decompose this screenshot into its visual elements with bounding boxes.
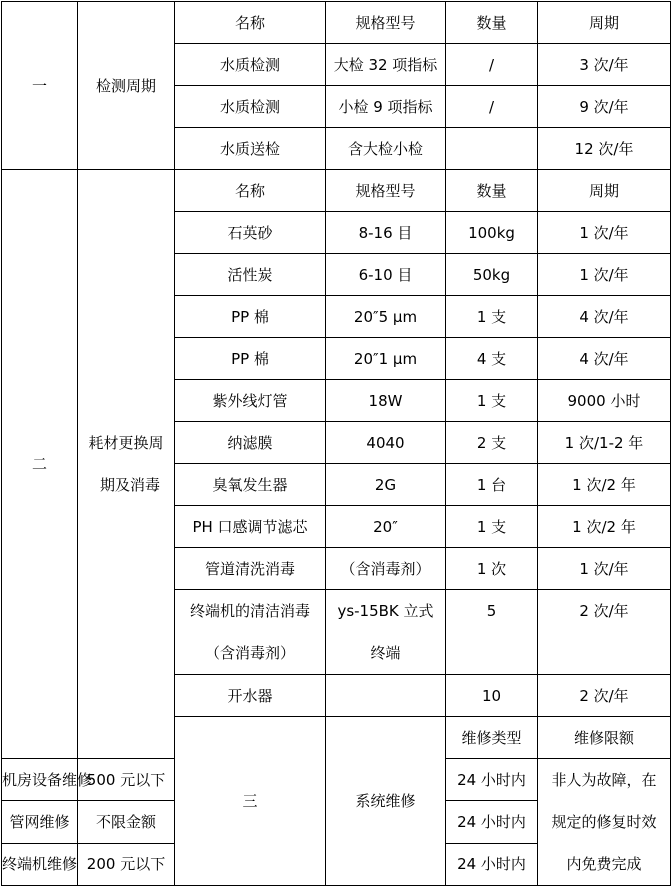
notes-line2: 规定的修复时效	[551, 813, 657, 831]
header-cell: 规格型号	[326, 170, 446, 212]
item-name: PP 棉	[175, 338, 326, 380]
item-name-line2: （含消毒剂）	[204, 644, 295, 662]
item-period: 1 次/1-2 年	[538, 422, 671, 464]
header-cell: 维修限额	[538, 717, 671, 759]
item-period: 2 次/年	[538, 590, 671, 675]
item-spec: 20″	[326, 506, 446, 548]
item-qty: 50kg	[446, 254, 538, 296]
header-cell: 名称	[175, 170, 326, 212]
item-period: 1 次/年	[538, 548, 671, 590]
repair-time: 24 小时内	[446, 801, 538, 843]
item-spec: 6-10 目	[326, 254, 446, 296]
item-name: 水质检测	[175, 44, 326, 86]
header-cell: 周期	[538, 170, 671, 212]
item-qty: 1 支	[446, 296, 538, 338]
maintenance-schedule-table	[1, 1, 671, 886]
item-name: PH 口感调节滤芯	[175, 506, 326, 548]
item-name-line1: 终端机的清洁消毒	[189, 602, 310, 620]
repair-limit: 200 元以下	[78, 843, 175, 885]
section-index: 二	[2, 170, 78, 759]
item-period: 1 次/年	[538, 212, 671, 254]
item-qty	[446, 128, 538, 170]
item-period: 4 次/年	[538, 296, 671, 338]
item-spec: 4040	[326, 422, 446, 464]
item-qty: 5	[446, 590, 538, 675]
item-name: 纳滤膜	[175, 422, 326, 464]
item-spec: （含消毒剂）	[326, 548, 446, 590]
item-period: 1 次/年	[538, 254, 671, 296]
item-spec-line1: ys-15BK 立式	[337, 602, 434, 620]
item-name: 水质检测	[175, 86, 326, 128]
item-name: 活性炭	[175, 254, 326, 296]
header-cell: 数量	[446, 170, 538, 212]
header-cell: 名称	[175, 2, 326, 44]
item-name: 臭氧发生器	[175, 464, 326, 506]
repair-time: 24 小时内	[446, 759, 538, 801]
item-qty: 1 支	[446, 380, 538, 422]
repair-type: 管网维修	[2, 801, 78, 843]
item-period: 1 次/2 年	[538, 464, 671, 506]
item-spec: 2G	[326, 464, 446, 506]
item-spec	[326, 675, 446, 717]
section-category-line2: 期及消毒	[99, 476, 160, 494]
item-name: 开水器	[175, 675, 326, 717]
item-qty: 10	[446, 675, 538, 717]
item-spec: 8-16 目	[326, 212, 446, 254]
item-name: 水质送检	[175, 128, 326, 170]
item-spec: 大检 32 项指标	[326, 44, 446, 86]
item-period: 1 次/2 年	[538, 506, 671, 548]
repair-time: 24 小时内	[446, 843, 538, 885]
item-qty: 1 支	[446, 506, 538, 548]
item-spec: 含大检小检	[326, 128, 446, 170]
item-period: 9 次/年	[538, 86, 671, 128]
item-name: 石英砂	[175, 212, 326, 254]
item-qty: 1 台	[446, 464, 538, 506]
item-spec: 小检 9 项指标	[326, 86, 446, 128]
section-category-line1: 耗材更换周	[88, 434, 164, 452]
item-qty: 2 支	[446, 422, 538, 464]
item-period: 2 次/年	[538, 675, 671, 717]
item-spec	[326, 590, 446, 675]
item-spec: 20″1 μm	[326, 338, 446, 380]
header-cell: 维修类型	[446, 717, 538, 759]
item-period: 4 次/年	[538, 338, 671, 380]
section-index: 三	[175, 717, 326, 886]
item-qty: /	[446, 86, 538, 128]
item-spec-line2: 终端	[370, 644, 401, 662]
header-cell: 周期	[538, 2, 671, 44]
repair-limit: 500 元以下	[78, 759, 175, 801]
section-index: 一	[2, 2, 78, 170]
repair-notes	[538, 759, 671, 886]
item-period: 9000 小时	[538, 380, 671, 422]
item-name: 紫外线灯管	[175, 380, 326, 422]
section-category	[78, 170, 175, 759]
item-qty: 4 支	[446, 338, 538, 380]
section-category: 系统维修	[326, 717, 446, 886]
item-period: 3 次/年	[538, 44, 671, 86]
notes-line1: 非人为故障，在	[551, 771, 657, 789]
item-qty: 1 次	[446, 548, 538, 590]
item-spec: 20″5 μm	[326, 296, 446, 338]
item-name	[175, 590, 326, 675]
header-cell: 规格型号	[326, 2, 446, 44]
table-row	[2, 170, 671, 212]
repair-type: 机房设备维修	[2, 759, 78, 801]
item-period: 12 次/年	[538, 128, 671, 170]
item-spec: 18W	[326, 380, 446, 422]
item-name: 管道清洗消毒	[175, 548, 326, 590]
table-row	[2, 2, 671, 44]
item-qty: /	[446, 44, 538, 86]
item-qty: 100kg	[446, 212, 538, 254]
section-category: 检测周期	[78, 2, 175, 170]
notes-line3: 内免费完成	[566, 855, 642, 873]
repair-type: 终端机维修	[2, 843, 78, 885]
repair-limit: 不限金额	[78, 801, 175, 843]
header-cell: 数量	[446, 2, 538, 44]
item-name: PP 棉	[175, 296, 326, 338]
